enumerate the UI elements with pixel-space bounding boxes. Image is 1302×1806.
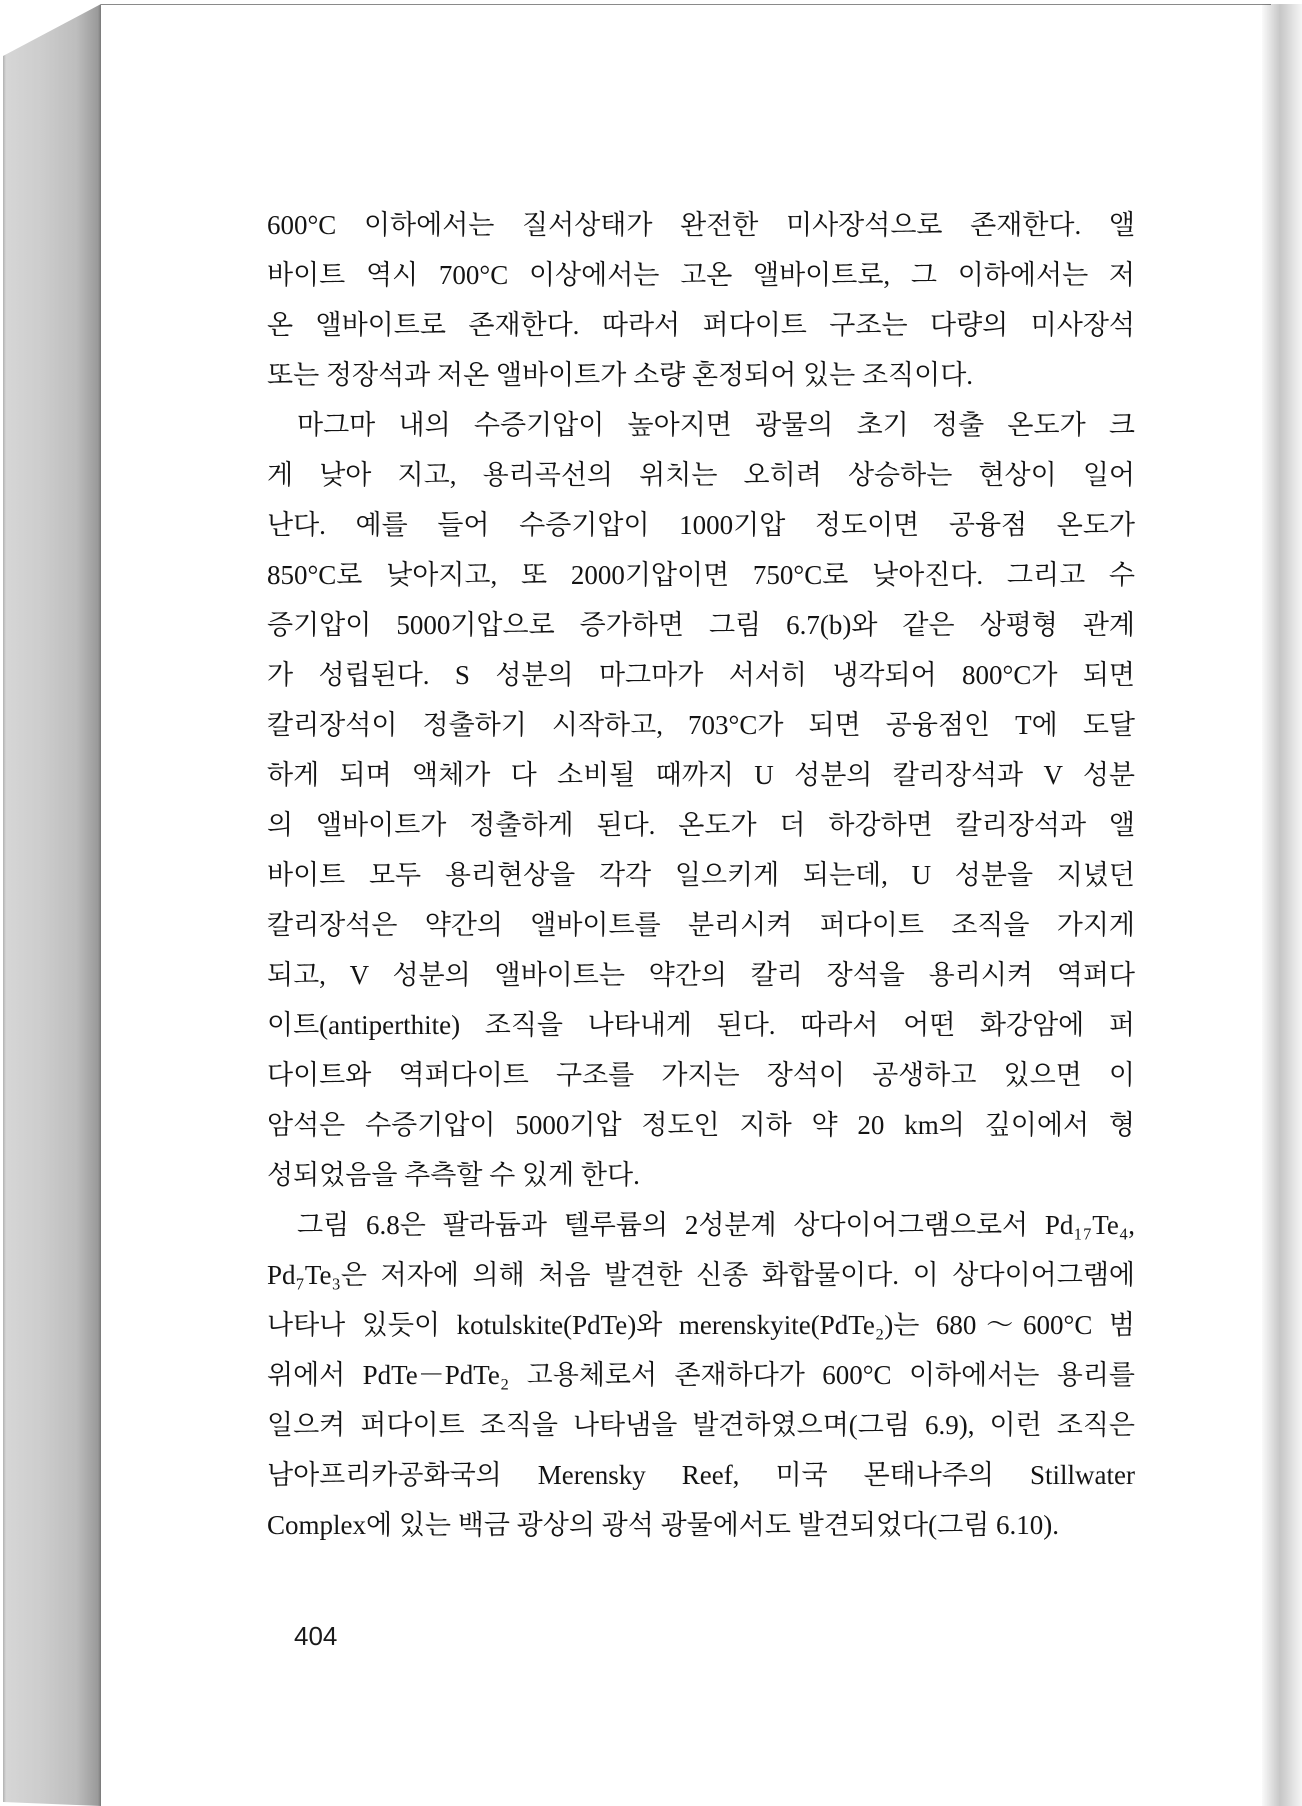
text-line: 850°C로 낮아지고, 또 2000기압이면 750°C로 낮아진다. 그리고 수 (267, 560, 1135, 590)
text-line: Complex에 있는 백금 광상의 광석 광물에서도 발견되었다(그림 6.10). (267, 1510, 1060, 1540)
text-line: 다이트와 역퍼다이트 구조를 가지는 장석이 공생하고 있으면 이 (267, 1060, 1135, 1090)
text-line: 가 성립된다. S 성분의 마그마가 서서히 냉각되어 800°C가 되면 (267, 660, 1135, 690)
paragraph (267, 1200, 1135, 1550)
text-line: Pd₇Te₃은 저자에 의해 처음 발견한 신종 화합물이다. 이 상다이어그램에 (267, 1260, 1135, 1290)
text-line: 의 앨바이트가 정출하게 된다. 온도가 더 하강하면 칼리장석과 앨 (267, 810, 1135, 840)
text-line: 되고, V 성분의 앨바이트는 약간의 칼리 장석을 용리시켜 역퍼다 (267, 960, 1135, 990)
body-text (267, 200, 1135, 1550)
text-line: 이트(antiperthite) 조직을 나타내게 된다. 따라서 어떤 화강암에 퍼 (267, 1010, 1135, 1040)
text-line: 그림 6.8은 팔라듐과 텔루륨의 2성분계 상다이어그램으로서 Pd₁₇Te₄, (297, 1210, 1135, 1240)
text-line: 위에서 PdTe－PdTe₂ 고용체로서 존재하다가 600°C 이하에서는 용리를 (267, 1360, 1135, 1390)
book-spine (0, 0, 102, 1806)
text-line: 하게 되며 액체가 다 소비될 때까지 U 성분의 칼리장석과 V 성분 (267, 760, 1135, 790)
text-line: 나타나 있듯이 kotulskite(PdTe)와 merenskyite(PdTe₂)는 680～600°C 범 (267, 1310, 1135, 1340)
text-line: 바이트 모두 용리현상을 각각 일으키게 되는데, U 성분을 지녔던 (267, 860, 1135, 890)
text-line: 성되었음을 추측할 수 있게 한다. (267, 1160, 640, 1190)
paragraph (267, 200, 1135, 400)
text-line: 증기압이 5000기압으로 증가하면 그림 6.7(b)와 같은 상평형 관계 (267, 610, 1135, 640)
text-line: 또는 정장석과 저온 앨바이트가 소량 혼정되어 있는 조직이다. (267, 360, 974, 390)
text-line: 칼리장석이 정출하기 시작하고, 703°C가 되면 공융점인 T에 도달 (267, 710, 1135, 740)
text-line: 일으켜 퍼다이트 조직을 나타냄을 발견하였으며(그림 6.9), 이런 조직은 (267, 1410, 1135, 1440)
page-edge-shadow (1262, 4, 1302, 1806)
text-line: 게 낮아 지고, 용리곡선의 위치는 오히려 상승하는 현상이 일어 (267, 460, 1135, 490)
paragraph (267, 400, 1135, 1200)
page-number: 404 (294, 1621, 338, 1651)
text-line: 온 앨바이트로 존재한다. 따라서 퍼다이트 구조는 다량의 미사장석 (267, 310, 1135, 340)
text-line: 난다. 예를 들어 수증기압이 1000기압 정도이면 공융점 온도가 (267, 510, 1135, 540)
text-line: 마그마 내의 수증기압이 높아지면 광물의 초기 정출 온도가 크 (297, 410, 1135, 440)
text-line: 바이트 역시 700°C 이상에서는 고온 앨바이트로, 그 이하에서는 저 (267, 260, 1135, 290)
text-line: 칼리장석은 약간의 앨바이트를 분리시켜 퍼다이트 조직을 가지게 (267, 910, 1135, 940)
text-line: 600°C 이하에서는 질서상태가 완전한 미사장석으로 존재한다. 앨 (267, 210, 1135, 240)
text-line: 남아프리카공화국의 Merensky Reef, 미국 몬태나주의 Stillwater (267, 1460, 1135, 1490)
text-line: 암석은 수증기압이 5000기압 정도인 지하 약 20 km의 깊이에서 형 (267, 1110, 1135, 1140)
